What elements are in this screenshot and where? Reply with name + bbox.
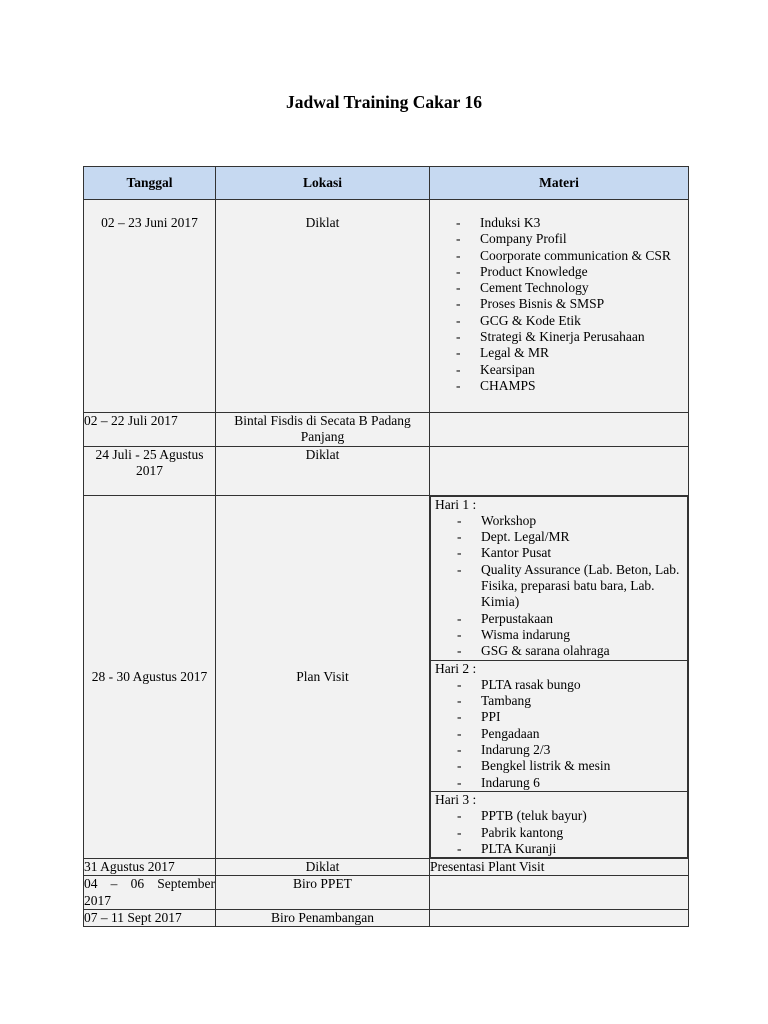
lokasi-cell: Bintal Fisdis di Secata B Padang Panjang [216, 413, 430, 447]
list-item: - Workshop [457, 513, 687, 529]
list-item: - PLTA Kuranji [457, 841, 687, 857]
tanggal-cell: 07 – 11 Sept 2017 [84, 910, 216, 927]
list-item: - GSG & sarana olahraga [457, 643, 687, 659]
tanggal-text: 02 – 23 Juni 2017 [101, 215, 198, 230]
tanggal-cell [84, 200, 216, 413]
list-item: - Kantor Pusat [457, 545, 687, 561]
list-item: - GCG & Kode Etik [456, 313, 688, 329]
list-item: - Wisma indarung [457, 627, 687, 643]
table-row [84, 200, 689, 413]
hari-list [431, 513, 687, 660]
table-row [84, 876, 689, 910]
hari-label: Hari 3 : [435, 791, 477, 807]
list-item: - Perpustakaan [457, 611, 687, 627]
tanggal-cell: 02 – 22 Juli 2017 [84, 413, 216, 447]
list-item: - Pabrik kantong [457, 825, 687, 841]
hari-table [430, 496, 688, 859]
hari-cell [431, 496, 688, 660]
table-row [84, 446, 689, 495]
lokasi-cell: Diklat [216, 446, 430, 495]
hari-row [431, 791, 688, 857]
header-tanggal: Tanggal [84, 167, 216, 200]
hari-cell [431, 660, 688, 791]
table-row [84, 495, 689, 859]
list-item: - Kearsipan [456, 362, 688, 378]
tanggal-cell: 31 Agustus 2017 [84, 859, 216, 876]
lokasi-cell [216, 200, 430, 413]
list-item: - Induksi K3 [456, 215, 688, 231]
lokasi-cell: Biro PPET [216, 876, 430, 910]
list-item: - Indarung 6 [457, 775, 687, 791]
materi-cell [430, 910, 689, 927]
table-row [84, 413, 689, 447]
header-lokasi: Lokasi [216, 167, 430, 200]
tanggal-cell: 24 Juli - 25 Agustus 2017 [84, 446, 216, 495]
list-item: - Proses Bisnis & SMSP [456, 296, 688, 312]
list-item: - Cement Technology [456, 280, 688, 296]
hari-list [431, 677, 687, 791]
lokasi-text: Diklat [305, 215, 340, 230]
lokasi-cell: Diklat [216, 859, 430, 876]
lokasi-cell: Plan Visit [216, 495, 430, 859]
list-item: - Legal & MR [456, 345, 688, 361]
table-row [84, 910, 689, 927]
materi-cell [430, 200, 689, 413]
table-header-row [84, 167, 689, 200]
table-row [84, 859, 689, 876]
materi-cell [430, 495, 689, 859]
list-item: - Bengkel listrik & mesin [457, 758, 687, 774]
hari-label: Hari 1 : [435, 496, 477, 512]
materi-list [430, 200, 688, 394]
tanggal-cell: 04 – 06 September 2017 [84, 876, 215, 908]
list-item: - PLTA rasak bungo [457, 677, 687, 693]
list-item: - Product Knowledge [456, 264, 688, 280]
list-item: - Indarung 2/3 [457, 742, 687, 758]
hari-cell [431, 791, 688, 857]
tanggal-cell: 28 - 30 Agustus 2017 [84, 495, 216, 859]
list-item: - Quality Assurance (Lab. Beton, Lab. Fisika, preparasi batu bara, Lab. Kimia) [457, 562, 687, 611]
hari-label: Hari 2 : [435, 660, 477, 676]
list-item: - Tambang [457, 693, 687, 709]
list-item: - Coorporate communication & CSR [456, 248, 688, 264]
list-item: - Strategi & Kinerja Perusahaan [456, 329, 688, 345]
list-item: - PPI [457, 709, 687, 725]
materi-cell [430, 876, 689, 910]
lokasi-cell: Biro Penambangan [216, 910, 430, 927]
header-materi: Materi [430, 167, 689, 200]
hari-row [431, 660, 688, 791]
schedule-table [83, 166, 689, 927]
document-title: Jadwal Training Cakar 16 [286, 92, 482, 112]
list-item: - CHAMPS [456, 378, 688, 394]
list-item: - Pengadaan [457, 726, 687, 742]
materi-cell [430, 413, 689, 447]
materi-cell: Presentasi Plant Visit [430, 859, 689, 876]
materi-cell [430, 446, 689, 495]
hari-list [431, 808, 687, 857]
list-item: - PPTB (teluk bayur) [457, 808, 687, 824]
list-item: - Company Profil [456, 231, 688, 247]
list-item: - Dept. Legal/MR [457, 529, 687, 545]
hari-row [431, 496, 688, 660]
